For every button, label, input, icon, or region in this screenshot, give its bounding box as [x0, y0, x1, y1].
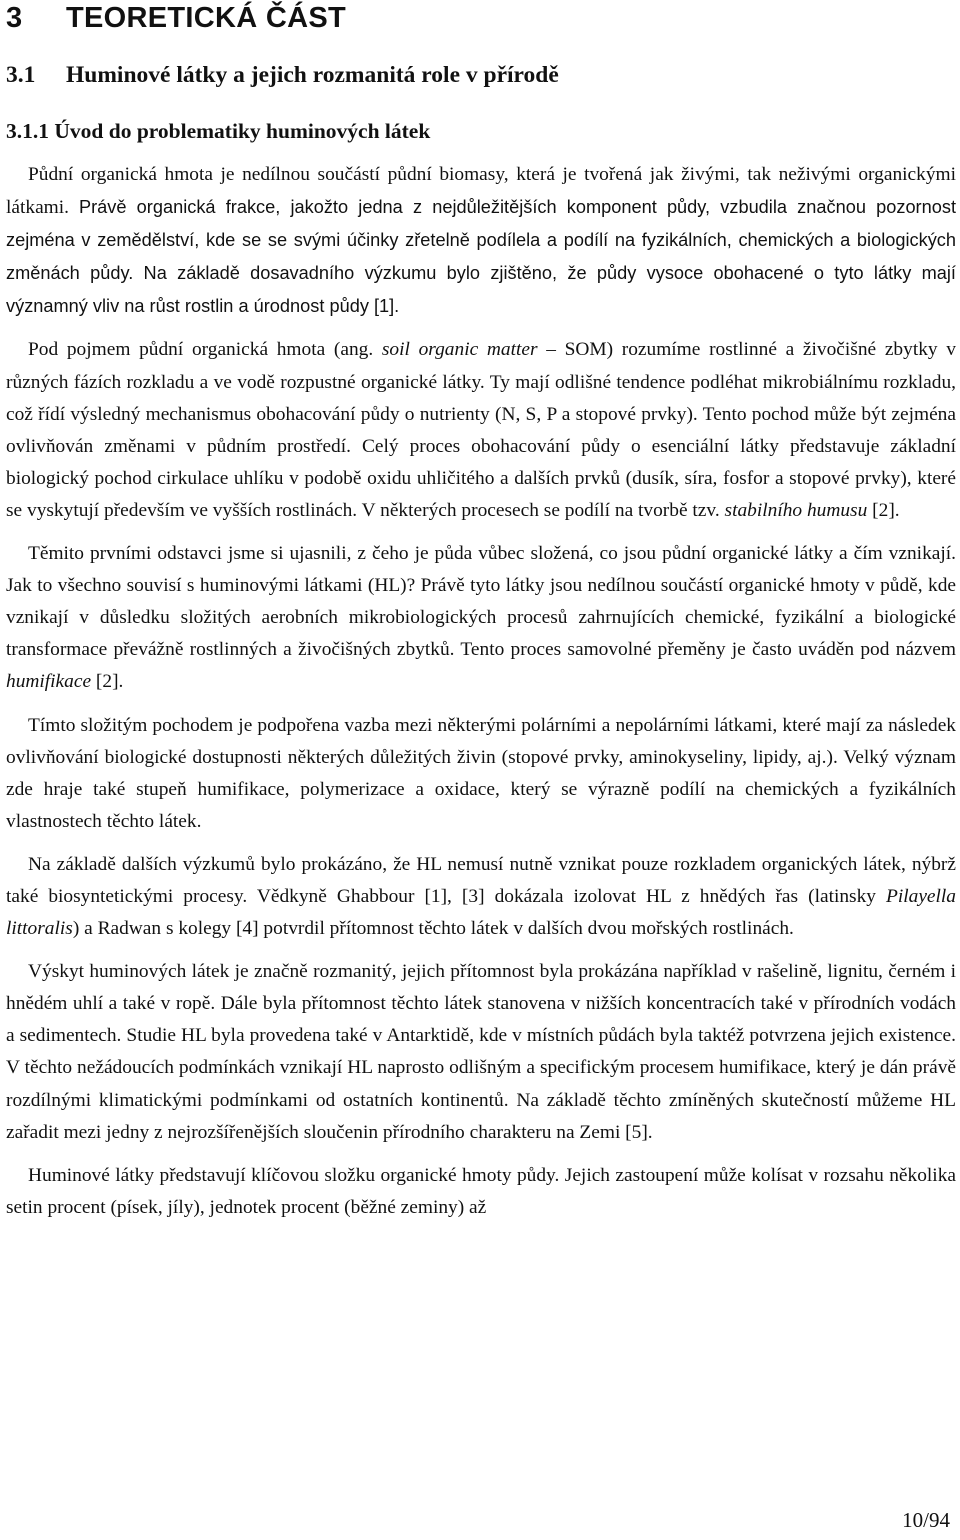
- paragraph-4: Tímto složitým pochodem je podpořena vazba mezi některými polárními a nepolárními látkami, které mají za následek ovlivňování biologické dostupnosti některých důležitých živin (stopové prvky, aminokyseliny, lipidy, aj.). Velký význam zde hraje také stupeň humifikace, polymerizace a oxidace, který se výrazně podílí na chemických a fyzikálních vlastnostech těchto látek.: [6, 714, 956, 832]
- paragraph-3-part-b: [2].: [91, 671, 124, 693]
- paragraph-1-part-b: Právě organická frakce, jakožto jedna z nejdůležitějších komponent půdy, vzbudila značnou pozornost zejména v zemědělství, kde se se svými účinky zřetelně podílela a podílí na fyzikálních, chemických a biologických změnách půdy. Na základě dosavadního výzkumu bylo zjištěno, že půdy vysoce obohacené o tyto látky mají významný vliv na růst rostlin a úrodnost půdy [1].: [6, 197, 956, 317]
- paragraph-5: [6, 849, 956, 945]
- section-heading: [6, 62, 559, 89]
- paragraph-6: Výskyt huminových látek je značně rozmanitý, jejich přítomnost byla prokázána například v rašelině, lignitu, černém i hnědém uhlí a také v ropě. Dále byla přítomnost těchto látek stanovena v nižších koncentracích také v přírodních vodách a sedimentech. Studie HL byla provedena také v Antarktidě, kde v místních půdách byla taktéž potvrzena jejich existence. V těchto nežádoucích podmínkách vznikají HL naprosto odlišným a specifickým procesem humifikace, který je dán právě rozdílnými klimatickými podmínkami od ostatních kontinentů. Na základě těchto zmíněných skutečností můžeme HL zařadit mezi jedny z nejrozšířenějších sloučenin přírodního charakteru na Zemi [5].: [6, 961, 956, 1143]
- chapter-number: 3: [6, 2, 23, 34]
- paragraph-1-part-a: Půdní organická hmota je nedílnou součástí půdní biomasy, která je tvořená jak živými, tak neživými organickými látkami.: [6, 164, 956, 219]
- paragraph-2-part-a: Pod pojmem půdní organická hmota (ang.: [28, 339, 382, 361]
- paragraph-2: [6, 334, 956, 527]
- page-number: 10/94: [902, 1508, 950, 1532]
- paragraph-5-species-name: Pilayella littoralis: [6, 885, 956, 940]
- paragraph-2-part-c: [2].: [867, 499, 900, 521]
- paragraph-2-term-som: soil organic matter: [381, 339, 538, 361]
- subsection-heading: 3.1.1 Úvod do problematiky huminových látek: [6, 119, 431, 143]
- paragraph-7: Huminové látky představují klíčovou složku organické hmoty půdy. Jejich zastoupení může kolísat v rozsahu několika setin procent (písek, jíly), jednotek procent (běžné zeminy) až: [6, 1164, 956, 1218]
- chapter-title: TEORETICKÁ ČÁST: [66, 2, 346, 34]
- paragraph-3-term-humifikace: humifikace: [6, 671, 92, 693]
- paragraph-1: [6, 159, 956, 323]
- paragraph-2-term-humus: stabilního humusu: [724, 499, 868, 521]
- paragraph-3: [6, 538, 956, 698]
- section-title: Huminové látky a jejich rozmanitá role v přírodě: [66, 62, 559, 88]
- paragraph-3-part-a: Těmito prvními odstavci jsme si ujasnili, z čeho je půda vůbec složená, co jsou půdní organické látky a čím vznikají. Jak to všechno souvisí s huminovými látkami (HL)? Právě tyto látky jsou nedílnou součástí organické hmoty v půdě, kde vznikají v důsledku složitých aerobních mikrobiologických procesů zahrnujících chemické, fyzikální a biologické transformace převážně rostlinných a živočišných zbytků. Tento proces samovolné přeměny je často uváděn pod názvem: [6, 543, 956, 661]
- paragraph-5-part-a: Na základě dalších výzkumů bylo prokázáno, že HL nemusí nutně vznikat pouze rozkladem organických látek, nýbrž také biosyntetickými procesy. Vědkyně Ghabbour [1], [3] dokázala izolovat HL z hnědých řas (latinsky: [6, 853, 956, 907]
- paragraph-2-part-b: – SOM) rozumíme rostlinné a živočišné zbytky v různých fázích rozkladu a ve vodě rozpustné organické látky. Ty mají odlišné tendence podléhat mikrobiálnímu rozkladu, což řídí výsledný mechanismus obohacování půdy o nutrienty (N, S, P a stopové prvky). Tento pochod může být zejména ovlivňován změnami v půdním prostředí. Celý proces obohacování půdy o esenciální látky představuje základní biologický pochod cirkulace uhlíku v podobě oxidu uhličitého a dalších prvků (dusík, síra, fosfor a stopové prvky), které se vyskytují především ve vyšších rostlinách. V některých procesech se podílí na tvorbě tzv.: [6, 339, 956, 521]
- paragraph-5-part-b: ) a Radwan s kolegy [4] potvrdil přítomnost těchto látek v dalších dvou mořských rostlinách.: [72, 918, 794, 940]
- chapter-heading: [6, 2, 346, 35]
- body-text: [6, 159, 956, 1235]
- section-number: 3.1: [6, 62, 36, 88]
